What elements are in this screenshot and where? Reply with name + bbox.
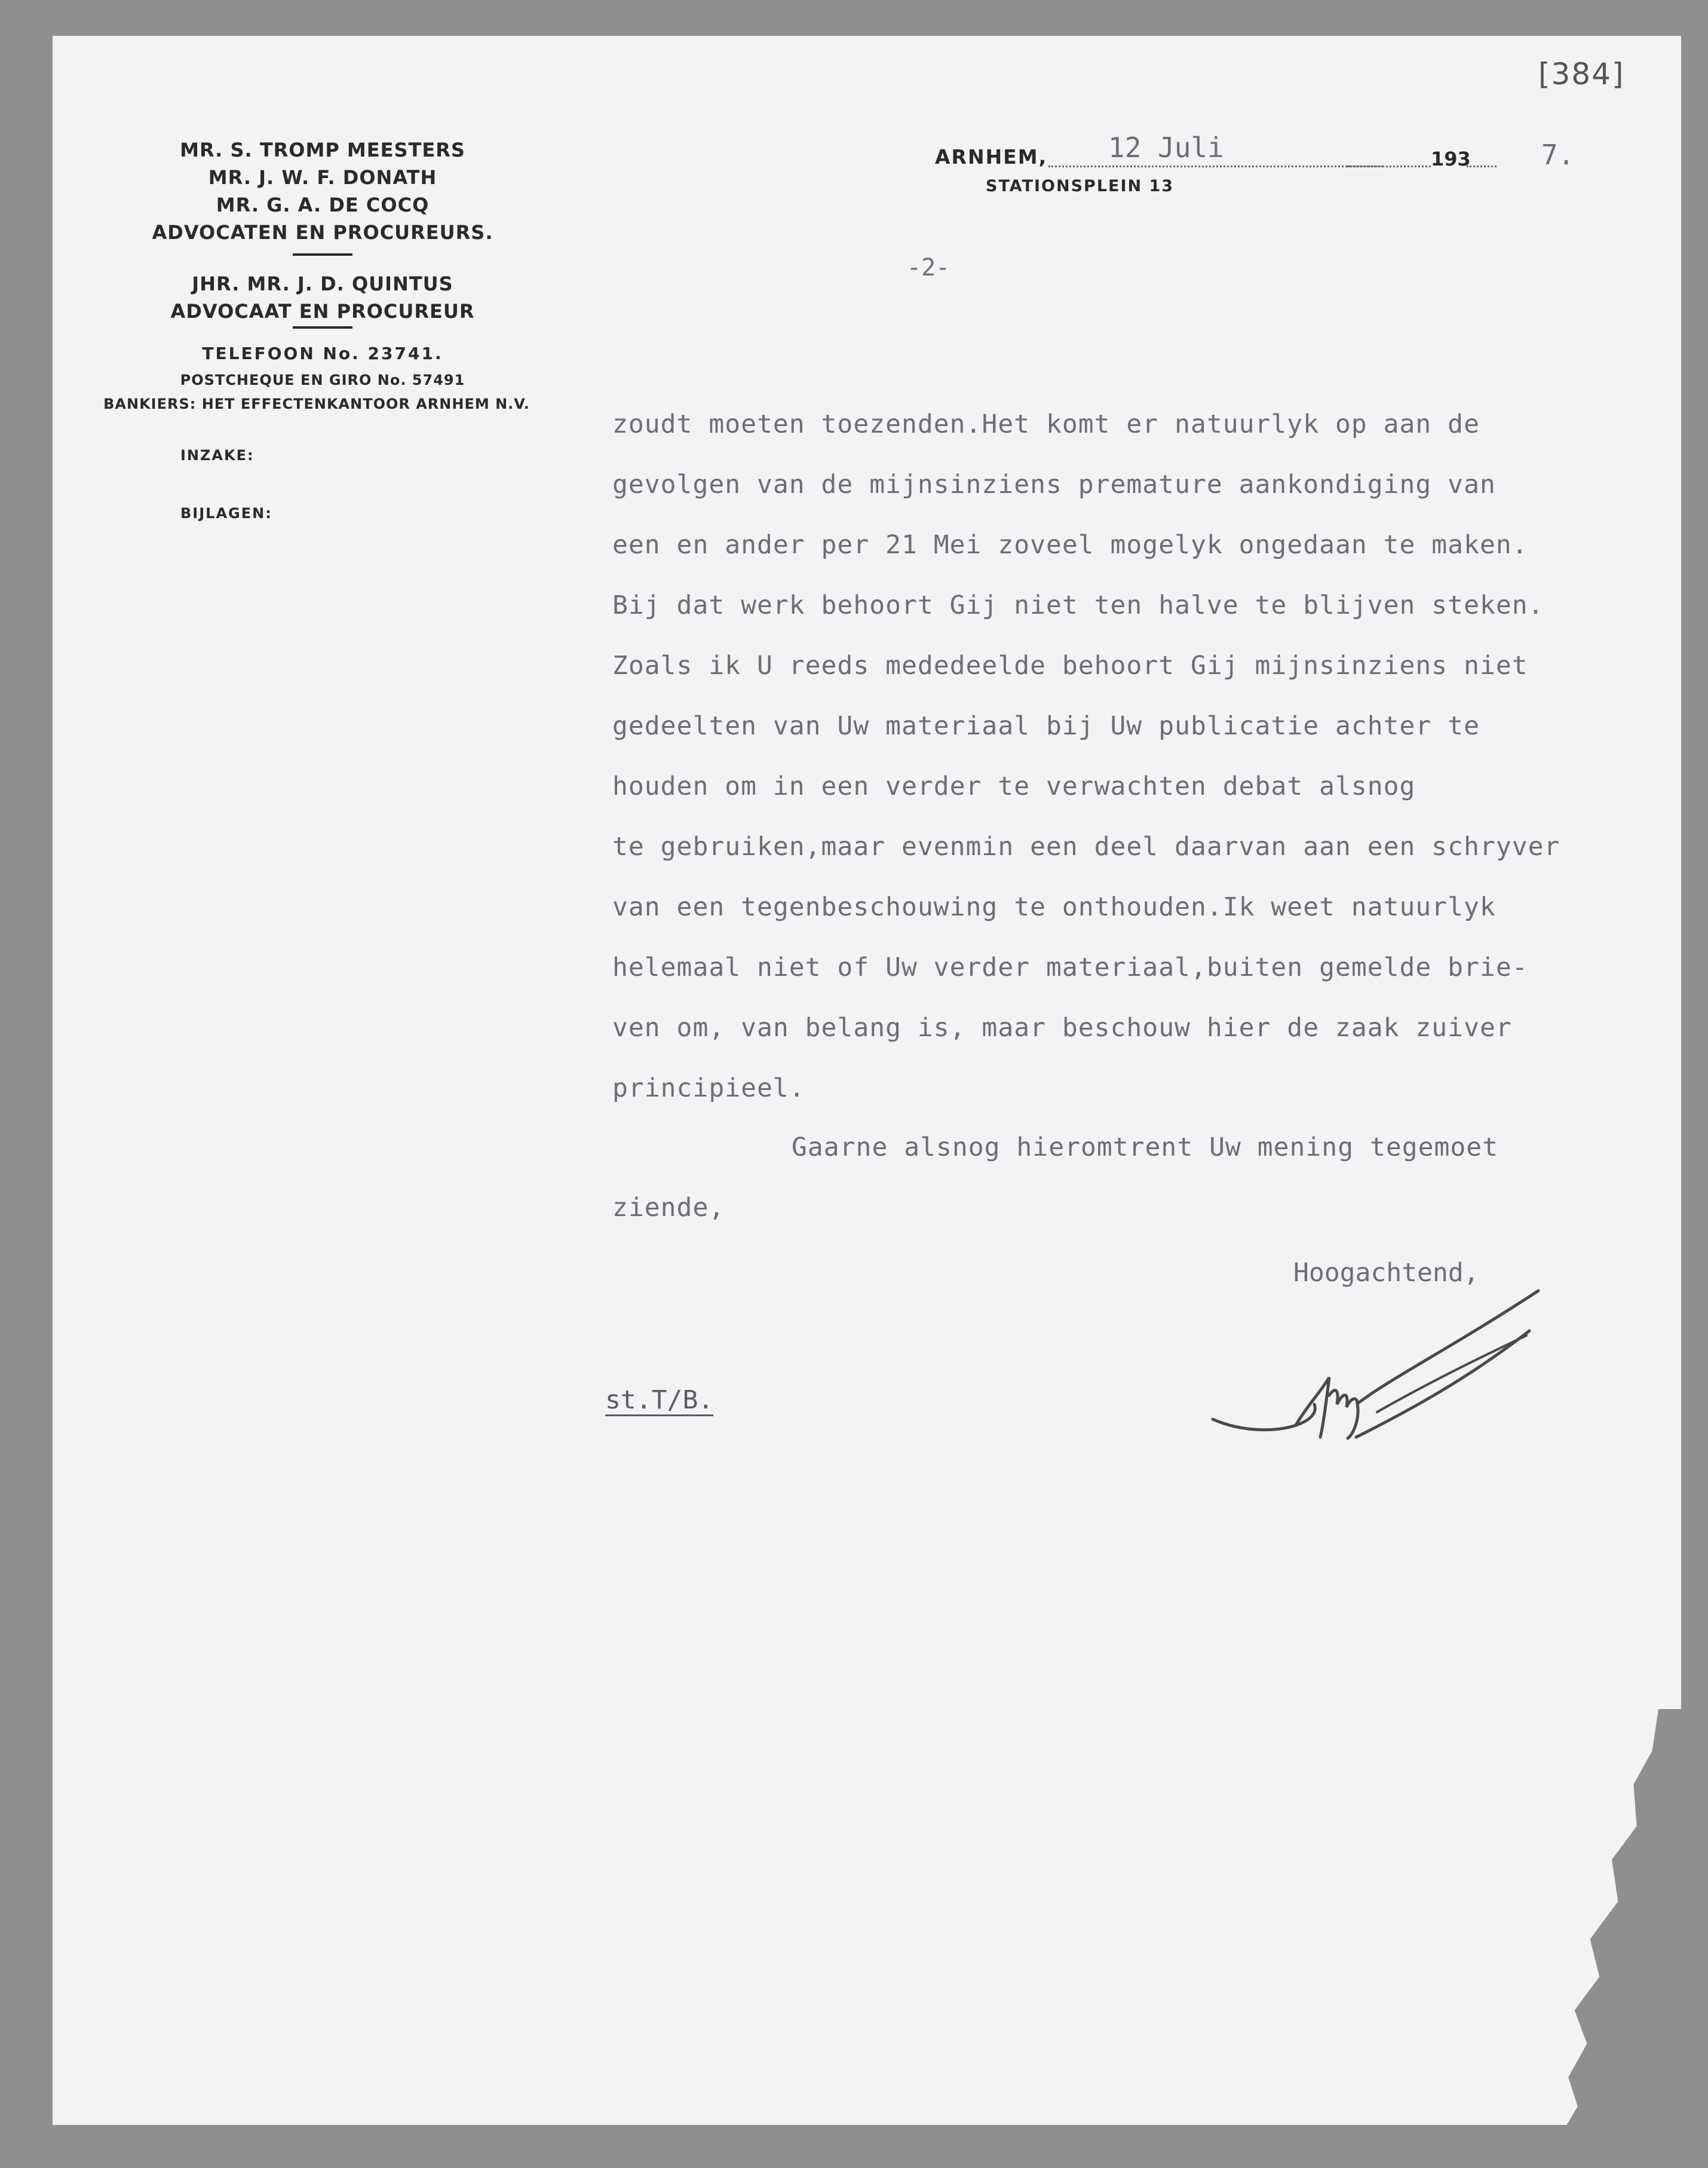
closing-line: Gaarne alsnog hieromtrent Uw mening tegemoet <box>792 1132 1499 1162</box>
partner-3: MR. G. A. DE COCQ <box>216 194 430 216</box>
year-prefix: 193 <box>1431 148 1471 170</box>
body-line: principieel. <box>612 1073 805 1103</box>
typed-year: 7. <box>1541 139 1575 171</box>
body-line: helemaal niet of Uw verder materiaal,buiten gemelde brie- <box>612 953 1528 982</box>
letterhead <box>103 136 615 416</box>
year-dotted-line-1 <box>1347 166 1431 167</box>
letterhead-divider <box>293 253 352 256</box>
greeting: Hoogachtend, <box>1293 1258 1479 1288</box>
handwritten-signature <box>1201 1276 1547 1455</box>
second-lawyer-name: JHR. MR. J. D. QUINTUS <box>192 272 453 295</box>
archive-number: [384] <box>1538 57 1625 91</box>
street-address: STATIONSPLEIN 13 <box>986 177 1175 195</box>
closing-line: ziende, <box>612 1193 725 1223</box>
page-number: -2- <box>907 254 950 281</box>
second-lawyer-title: ADVOCAAT EN PROCUREUR <box>170 300 475 323</box>
body-line: Zoals ik U reeds mededeelde behoort Gij mijnsinziens niet <box>612 651 1528 681</box>
partner-2: MR. J. W. F. DONATH <box>208 166 437 189</box>
inzake-label: INZAKE: <box>180 447 254 464</box>
body-line: zoudt moeten toezenden.Het komt er natuurlyk op aan de <box>612 409 1480 439</box>
letterhead-divider-2 <box>293 326 352 329</box>
body-line: een en ander per 21 Mei zoveel mogelyk ongedaan te maken. <box>612 530 1528 560</box>
body-line: gevolgen van de mijnsinziens premature aankondiging van <box>612 470 1496 500</box>
place-name: ARNHEM, <box>935 145 1048 169</box>
telephone-number: TELEFOON No. 23741. <box>202 344 443 363</box>
date-dotted-line <box>1048 166 1383 167</box>
typed-date: 12 Juli <box>1108 131 1224 164</box>
bankers: BANKIERS: HET EFFECTENKANTOOR ARNHEM N.V. <box>103 396 530 412</box>
body-line: houden om in een verder te verwachten debat alsnog <box>612 771 1416 801</box>
partners-title: ADVOCATEN EN PROCUREURS. <box>152 221 493 244</box>
body-line: te gebruiken,maar evenmin een deel daarvan aan een schryver <box>612 832 1560 862</box>
postcheque-number: POSTCHEQUE EN GIRO No. 57491 <box>180 372 465 388</box>
year-dotted-line-2 <box>1467 166 1497 167</box>
bijlagen-label: BIJLAGEN: <box>180 505 272 522</box>
body-line: van een tegenbeschouwing te onthouden.Ik weet natuurlyk <box>612 892 1496 922</box>
body-line: gedeelten van Uw materiaal bij Uw publicatie achter te <box>612 711 1480 741</box>
body-line: Bij dat werk behoort Gij niet ten halve te blijven steken. <box>612 590 1544 620</box>
reference-initials: st.T/B. <box>605 1385 714 1415</box>
letter-body <box>612 394 1670 1238</box>
body-line: ven om, van belang is, maar beschouw hier de zaak zuiver <box>612 1013 1512 1043</box>
partner-1: MR. S. TROMP MEESTERS <box>180 139 465 161</box>
